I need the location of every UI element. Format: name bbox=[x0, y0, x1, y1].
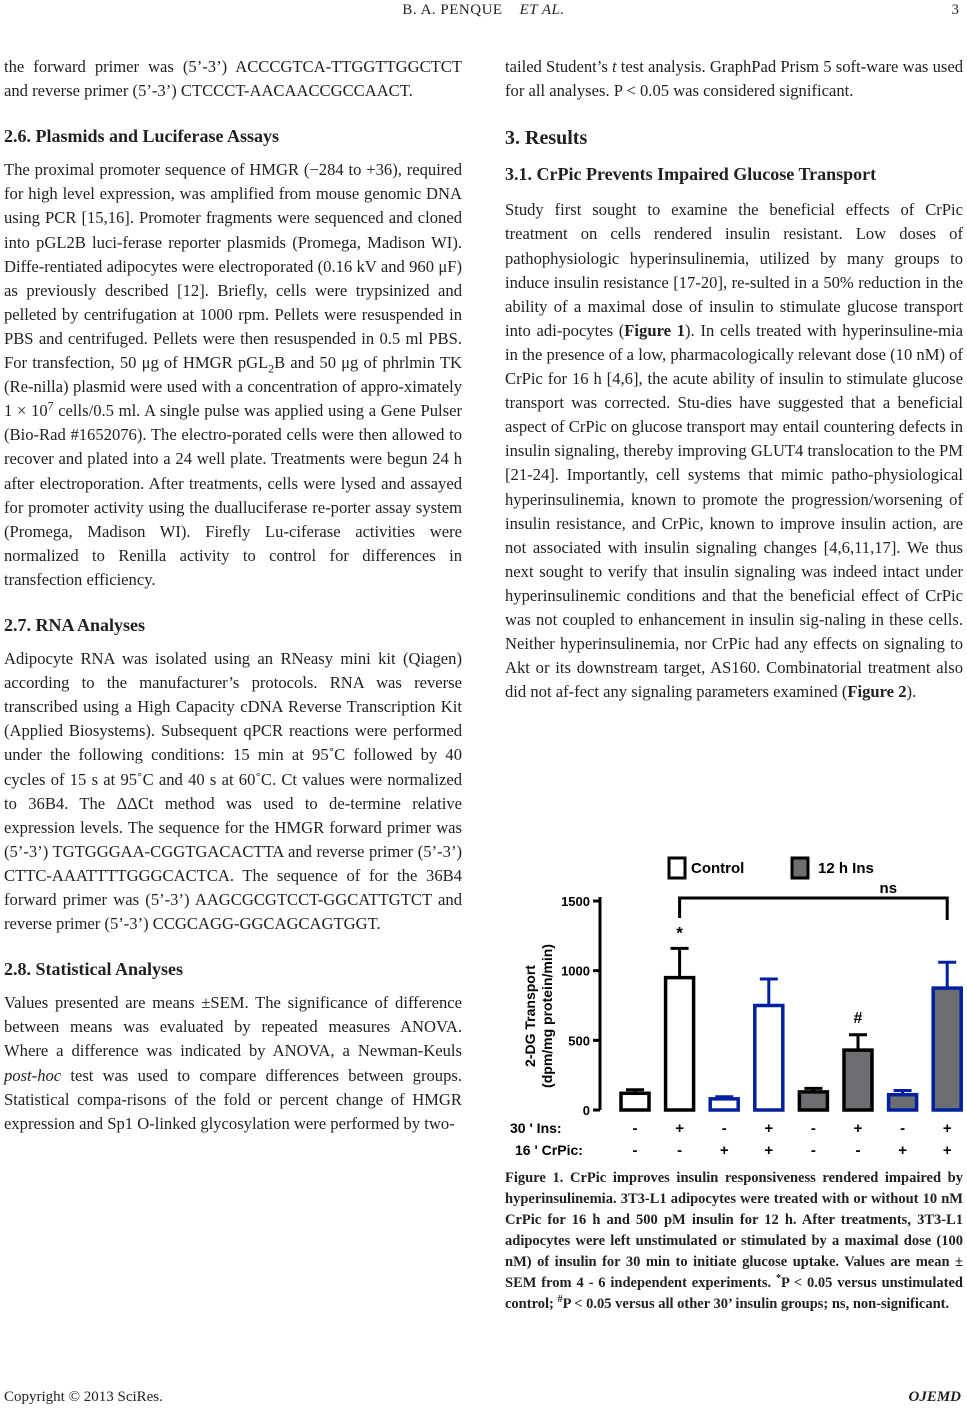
bar-group bbox=[755, 979, 783, 1110]
bar bbox=[666, 978, 694, 1110]
figure-2-ref: Figure 2 bbox=[847, 682, 907, 702]
left-column bbox=[4, 55, 462, 1136]
bar-group bbox=[889, 1090, 917, 1110]
footer-copyright: Copyright © 2013 SciRes. bbox=[4, 1389, 163, 1405]
page-number: 3 bbox=[951, 2, 959, 18]
figure-1-ref: Figure 1 bbox=[624, 320, 686, 340]
section-3-heading: 3. Results bbox=[505, 127, 588, 150]
intro-paragraph: the forward primer was (5’-3’) ACCCGTCA-TTGGTTGGCTCT and reverse primer (5’-3’) CTCCCT-AACAACCGCCAACT. bbox=[4, 57, 462, 101]
section-2-7-paragraph: Adipocyte RNA was isolated using an RNeasy mini kit (Qiagen) according to the manufacturer’s protocols. RNA was reverse transcribed using a High Capacity cDNA Reverse Transcription Kit (Applied Biosystems). Subsequent qPCR reactions were performed under the following conditions: 15 min at 95˚C followed by 40 cycles of 15 s at 95˚C and 40 s at 60˚C. Ct values were normalized to 36B4. The ΔΔCt method was used to de-termine relative expression levels. The sequence for the HMGR forward primer was (5’-3’) TGTGGGAA-CGGTGACACTTA and reverse primer (5’-3’) CTTC-AAATTTTGGGCACTCA. The sequence of for the 36B4 forward primer was (5’-3’) AAGCGCGTCCT-GGCATTGTCT and reverse primer (5’-3’) CCGCAGG-GGCAGCAGTGGT. bbox=[4, 649, 462, 934]
bar-group bbox=[799, 1088, 827, 1110]
ns-label: ns bbox=[879, 880, 898, 897]
ins-sign: + bbox=[675, 1120, 684, 1137]
section-2-8-heading: 2.8. Statistical Analyses bbox=[4, 959, 184, 980]
ins-sign: + bbox=[853, 1120, 863, 1137]
crpic-sign: + bbox=[764, 1142, 774, 1159]
bar-chart bbox=[505, 848, 965, 1166]
treatment-signs bbox=[633, 1120, 952, 1159]
bar bbox=[755, 1006, 783, 1111]
section-3-1-heading: 3.1. CrPic Prevents Impaired Glucose Transport bbox=[505, 164, 877, 185]
running-head bbox=[0, 2, 967, 19]
crpic-sign: - bbox=[855, 1142, 861, 1159]
running-head-authors: B. A. PENQUE bbox=[402, 2, 503, 18]
crpic-sign: - bbox=[632, 1142, 638, 1159]
bars bbox=[621, 948, 961, 1110]
row-label-30-ins: 30 ' Ins: bbox=[510, 1120, 562, 1136]
bar bbox=[710, 1099, 738, 1110]
ns-bracket bbox=[680, 880, 948, 920]
crpic-sign: + bbox=[942, 1142, 952, 1159]
y-axis-label-line2: (dpm/mg protein/min) bbox=[539, 944, 555, 1088]
bar-group bbox=[933, 962, 961, 1110]
ins-sign: - bbox=[632, 1120, 638, 1137]
chart-legend bbox=[669, 858, 874, 878]
bar bbox=[844, 1050, 872, 1110]
y-axis bbox=[561, 894, 600, 1118]
legend-ins-label: 12 h Ins bbox=[818, 860, 874, 877]
figure-1-chart bbox=[505, 848, 965, 1166]
legend-control-label: Control bbox=[691, 860, 745, 877]
bar-group bbox=[710, 1097, 738, 1110]
running-head-etal: ET AL. bbox=[519, 2, 565, 18]
y-axis-label-line1: 2-DG Transport bbox=[522, 965, 538, 1067]
crpic-sign: - bbox=[677, 1142, 683, 1159]
crpic-sign: + bbox=[719, 1142, 729, 1159]
significance-star: * bbox=[676, 923, 683, 943]
figure-1-caption: Figure 1. CrPic improves insulin responsiveness rendered impaired by hyperinsulinemia. 3T3-L1 adipocytes were treated with or without 10 nM CrPic for 16 h and 500 pM insulin for 12 h. After treatments, 3T3-L1 adipocytes were left unstimulated or stimulated by a maximal dose (100 nM) of insulin for 30 min to initiate glucose uptake. Values are mean ± SEM from 4 - 6 independent experiments. *P < 0.05 versus unstimulated control; #P < 0.05 versus all other 30’ insulin groups; ns, non-significant. bbox=[505, 1170, 963, 1312]
ins-sign: - bbox=[900, 1120, 906, 1137]
row-label-16-crpic: 16 ' CrPic: bbox=[515, 1142, 583, 1158]
y-tick-label: 0 bbox=[582, 1103, 590, 1118]
legend-ins-swatch bbox=[792, 858, 808, 878]
significance-hash: # bbox=[853, 1009, 863, 1027]
section-3-1-paragraph: Study first sought to examine the beneficial effects of CrPic treatment on cells rendered insulin resistant. Low doses of pathophysiologic hyperinsulinemia, utilized by many groups to induce insulin resistance [17-20], re-sulted in a 50% reduction in the ability of a maximal dose of insulin to stimulate glucose transport into adi-pocytes (Figure 1). In cells treated with hyperinsuline-mia in the presence of a low, pharmacologically relevant dose (10 nM) of CrPic for 16 h [4,6], the acute ability of insulin to stimulate glucose transport was corrected. Stu-dies have suggested that a beneficial aspect of CrPic on glucose transport may entail countering defects in insulin signaling, thereby improving GLUT4 translocation to the PM [21-24]. Importantly, cell systems that mimic patho-physiological hyperinsulinemia, known to promote the progression/worsening of insulin resistance, and CrPic, known to improve insulin action, are not associated with insulin signaling changes [4,6,11,17]. We thus next sought to verify that insulin signaling was indeed intact under hyperinsulinemic conditions and that the beneficial effect of CrPic was not coupled to enhancement in insulin sig-naling in these cells. Neither hyperinsulinemia, nor CrPic had any effects on signaling to Akt or its downstream target, AS160. Combinatorial treatment also did not af-fect any signaling parameters examined (Figure 2). bbox=[505, 200, 963, 702]
y-tick-label: 500 bbox=[568, 1033, 590, 1049]
section-2-6-heading: 2.6. Plasmids and Luciferase Assays bbox=[4, 126, 280, 147]
footer-journal: OJEMD bbox=[908, 1389, 961, 1405]
y-tick-label: 1000 bbox=[561, 963, 590, 979]
crpic-sign: + bbox=[898, 1142, 907, 1159]
section-2-6-paragraph: The proximal promoter sequence of HMGR (−284 to +36), required for high level expression, was amplified from mouse genomic DNA using PCR [15,16]. Promoter fragments were sequenced and cloned into pGL2B luci-ferase reporter plasmids (Promega, Madison WI). Diffe-rentiated adipocytes were electroporated (0.16 kV and 960 μF) as previously described [12]. Briefly, cells were trypsinized and pelleted by centrifugation at 1000 rpm. Pellets were resuspended in PBS and centrifuged. Pellets were then resuspended in 0.5 ml PBS. For transfection, 50 μg of HMGR pGL$_2$B and 50 μg of phrlmin TK (Re-nilla) plasmid were used with a concentration of appro-ximately $1 \times 10^7$ cells/0.5 ml. A single pulse was applied using a Gene Pulser (Bio-Rad #1652076). The electro-porated cells were then allowed to recover and plated into a 24 well plate. Treatments were begun 24 h after electroporation. After treatments, cells were lysed and assayed for promoter activity using the dualluciferase re-porter assay system (Promega, Madison WI). Firefly Lu-ciferase activities were normalized to Renilla activity to control for differences in transfection efficiency. bbox=[4, 160, 462, 589]
bar bbox=[889, 1095, 917, 1110]
bar bbox=[621, 1093, 649, 1110]
bar bbox=[799, 1092, 827, 1110]
ins-sign: + bbox=[764, 1120, 774, 1137]
stats-continued-paragraph: tailed Student’s t test analysis. GraphPad Prism 5 soft-ware was used for all analyses. P < 0.05 was considered significant. bbox=[505, 57, 963, 101]
bar-group bbox=[844, 1035, 872, 1110]
right-column bbox=[505, 55, 963, 704]
ins-sign: - bbox=[721, 1120, 727, 1137]
bar bbox=[933, 988, 961, 1110]
bar-group bbox=[621, 1090, 649, 1110]
ns-bracket-line bbox=[680, 898, 948, 920]
ins-sign: + bbox=[942, 1120, 952, 1137]
section-2-8-paragraph: Values presented are means ±SEM. The significance of difference between means was evaluated by repeated measures ANOVA. Where a difference was indicated by ANOVA, a Newman-Keuls post-hoc test was used to compare differences between groups. Statistical compa-risons of the fold or percent change of HMGR expression and Sp1 O-linked glycosylation were performed by two- bbox=[4, 993, 462, 1133]
legend-control-swatch bbox=[669, 858, 685, 878]
section-2-7-heading: 2.7. RNA Analyses bbox=[4, 614, 146, 635]
y-tick-label: 1500 bbox=[561, 894, 590, 909]
ins-sign: - bbox=[810, 1120, 816, 1137]
bar-group bbox=[666, 948, 694, 1110]
crpic-sign: - bbox=[810, 1142, 816, 1159]
